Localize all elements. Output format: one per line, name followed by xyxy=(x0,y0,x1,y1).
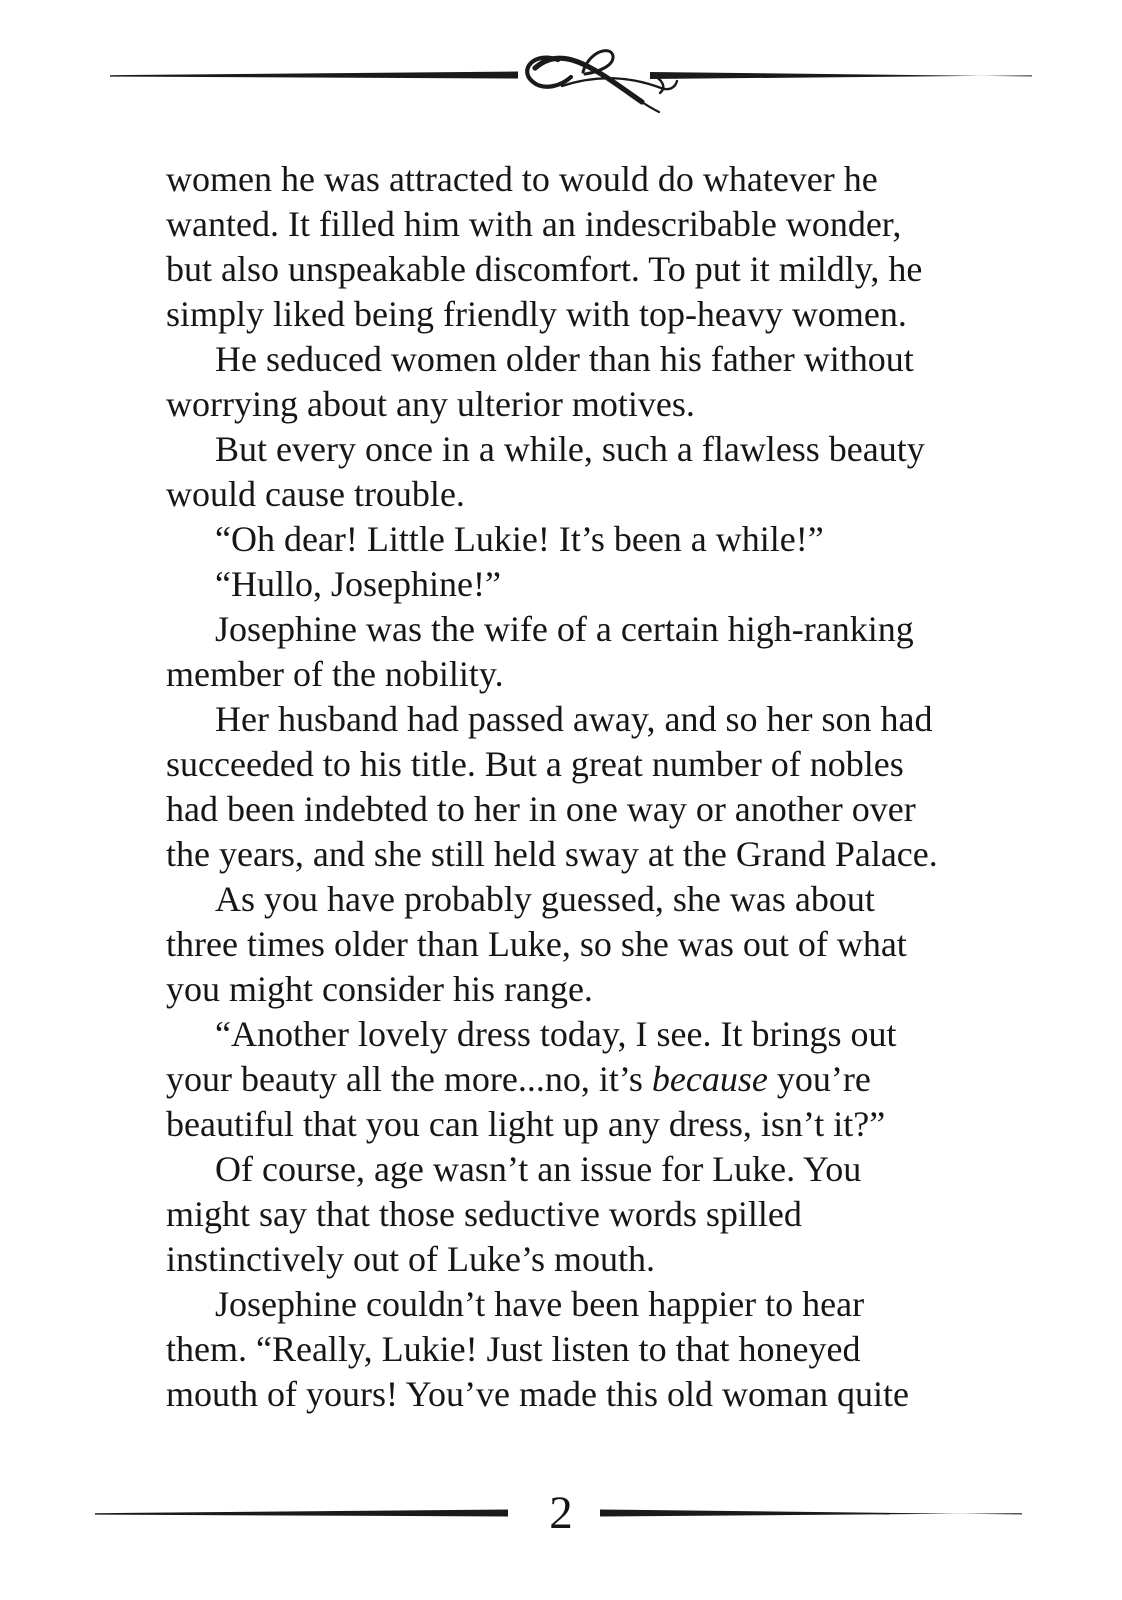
text-line: Of course, age wasn’t an issue for Luke. You xyxy=(215,1149,862,1189)
text-line: Josephine was the wife of a certain high-ranking xyxy=(215,609,914,649)
text-line: wanted. It filled him with an indescribable wonder, xyxy=(166,204,902,244)
text-line: mouth of yours! You’ve made this old woman quite xyxy=(166,1374,909,1414)
body-text xyxy=(166,157,1006,1417)
paragraph xyxy=(166,157,1006,337)
text-line: “Oh dear! Little Lukie! It’s been a while!” xyxy=(215,519,824,559)
paragraph xyxy=(166,697,1006,877)
text-line: Josephine couldn’t have been happier to hear xyxy=(215,1284,865,1324)
text-line: might say that those seductive words spilled xyxy=(166,1194,802,1234)
text-line: the years, and she still held sway at the Grand Palace. xyxy=(166,834,938,874)
text-line: “Another lovely dress today, I see. It brings out xyxy=(215,1014,897,1054)
text-line: three times older than Luke, so she was out of what xyxy=(166,924,907,964)
paragraph xyxy=(166,562,1006,607)
paragraph xyxy=(166,877,1006,1012)
text-line: Her husband had passed away, and so her son had xyxy=(215,699,933,739)
text-line: beautiful that you can light up any dress, isn’t it?” xyxy=(166,1104,886,1144)
header-divider xyxy=(0,30,1122,130)
paragraph xyxy=(166,337,1006,427)
text-line: but also unspeakable discomfort. To put it mildly, he xyxy=(166,249,923,289)
text-line: As you have probably guessed, she was about xyxy=(215,879,875,919)
paragraph xyxy=(166,427,1006,517)
text-line: would cause trouble. xyxy=(166,474,465,514)
paragraph xyxy=(166,517,1006,562)
text-line: member of the nobility. xyxy=(166,654,504,694)
calligraphic-flourish-icon xyxy=(0,30,1122,130)
text-line: “Hullo, Josephine!” xyxy=(215,564,501,604)
paragraph xyxy=(166,607,1006,697)
text-line: you might consider his range. xyxy=(166,969,593,1009)
text-line: them. “Really, Lukie! Just listen to that honeyed xyxy=(166,1329,861,1369)
page-number: 2 xyxy=(549,1487,573,1539)
paragraph xyxy=(166,1282,1006,1417)
text-line: But every once in a while, such a flawless beauty xyxy=(215,429,925,469)
text-line: your beauty all the more...no, it’s because you’re xyxy=(166,1059,871,1099)
text-line: instinctively out of Luke’s mouth. xyxy=(166,1239,655,1279)
text-line: simply liked being friendly with top-heavy women. xyxy=(166,294,907,334)
text-line: succeeded to his title. But a great number of nobles xyxy=(166,744,904,784)
text-line: He seduced women older than his father without xyxy=(215,339,914,379)
text-line: worrying about any ulterior motives. xyxy=(166,384,695,424)
paragraph xyxy=(166,1012,1006,1147)
page-footer xyxy=(0,1487,1122,1550)
text-line: had been indebted to her in one way or another over xyxy=(166,789,916,829)
paragraph xyxy=(166,1147,1006,1282)
text-line: women he was attracted to would do whatever he xyxy=(166,159,878,199)
